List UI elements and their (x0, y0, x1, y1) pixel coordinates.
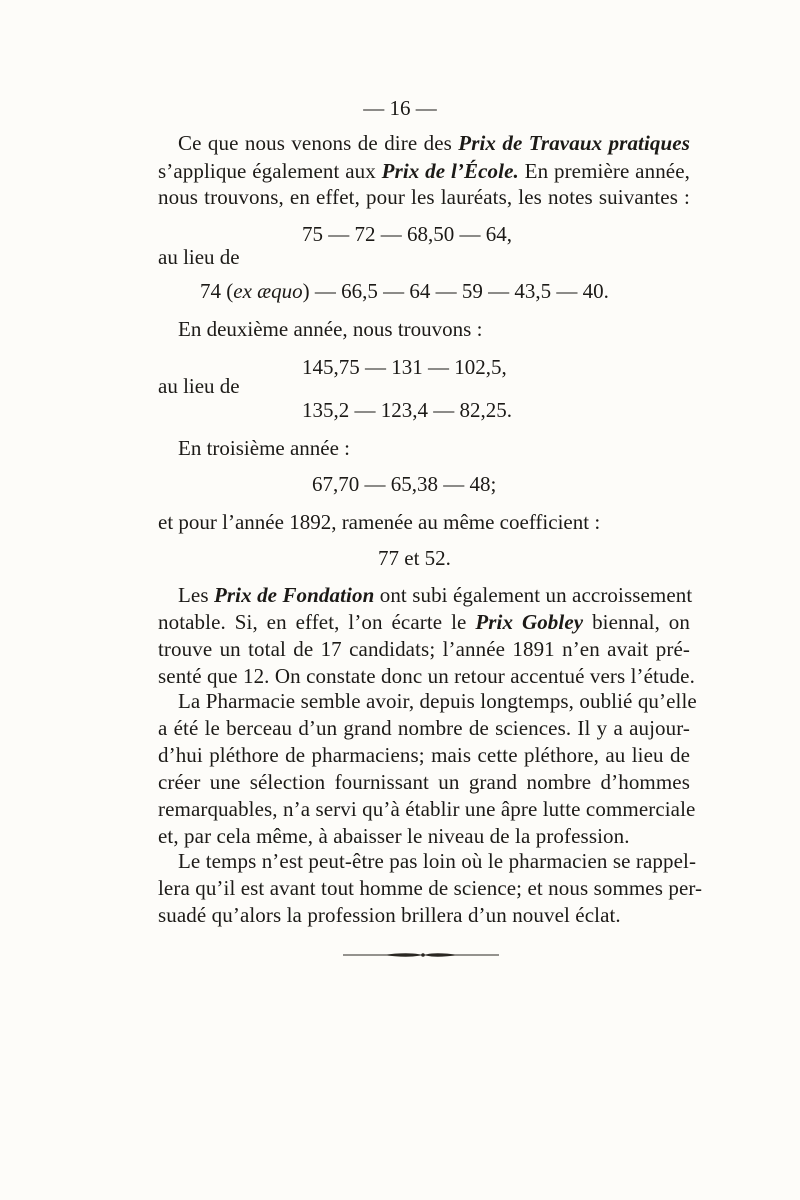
paragraph-7-line-1: Le temps n’est peut-être pas loin où le pharmacien se rappel- (178, 849, 697, 873)
paragraph-1-line-3: nous trouvons, en effet, pour les lauréats, les notes suivantes : (158, 185, 690, 209)
paragraph-4: et pour l’année 1892, ramenée au même coefficient : (158, 510, 601, 534)
italic-run: Prix Gobley (475, 610, 584, 634)
text-run: biennal, on (583, 610, 691, 634)
paragraph-5-line-4: senté que 12. On constate donc un retour accentué vers l’étude. (158, 664, 695, 688)
paragraph-1-line-1 (178, 130, 690, 156)
paragraph-7-line-2: lera qu’il est avant tout homme de science; et nous sommes per- (158, 876, 703, 900)
paragraph-6-line-6: et, par cela même, à abaisser le niveau de la profession. (158, 824, 630, 848)
text-run: Les (178, 583, 214, 607)
paragraph-6-line-1: La Pharmacie semble avoir, depuis longtemps, oublié qu’elle (178, 689, 697, 713)
paragraph-1-line-2 (158, 158, 690, 184)
italic-run: Prix de Fondation (213, 583, 375, 607)
paragraph-6-line-3: d’hui pléthore de pharmaciens; mais cette pléthore, au lieu de (158, 743, 690, 767)
paragraph-2: En deuxième année, nous trouvons : (178, 317, 483, 341)
figures-year1-row1: 75 — 72 — 68,50 — 64, (302, 222, 512, 246)
text-run: ont subi également un accroissement (374, 583, 693, 607)
italic-run: Prix de l’École. (381, 159, 519, 183)
italic-run: Prix de Travaux pratiques (458, 131, 690, 155)
text-run: ) — 66,5 — 64 — 59 — 43,5 — 40. (302, 279, 609, 303)
au-lieu-de-label-1: au lieu de (158, 245, 240, 269)
figures-year1-row2 (200, 278, 609, 304)
ornamental-rule (343, 950, 499, 960)
au-lieu-de-label-2: au lieu de (158, 374, 240, 398)
figures-year2-row2: 135,2 — 123,4 — 82,25. (302, 398, 512, 422)
text-run: notable. Si, en effet, l’on écarte le (158, 610, 476, 634)
figures-year3-row1: 67,70 — 65,38 — 48; (312, 472, 497, 496)
italic-run: ex æquo (233, 279, 303, 303)
text-run: 74 ( (200, 279, 234, 303)
text-run: s’applique également aux (158, 159, 382, 183)
paragraph-6-line-4: créer une sélection fournissant un grand nombre d’hommes (158, 770, 690, 794)
text-run: En première année, (518, 159, 690, 183)
paragraph-7-line-3: suadé qu’alors la profession brillera d’un nouvel éclat. (158, 903, 621, 927)
paragraph-6-line-5: remarquables, n’a servi qu’à établir une âpre lutte commerciale (158, 797, 696, 821)
paragraph-3: En troisième année : (178, 436, 351, 460)
text-run: Ce que nous venons de dire des (178, 131, 459, 155)
paragraph-6-line-2: a été le berceau d’un grand nombre de sciences. Il y a aujour- (158, 716, 690, 740)
figures-year2-row1: 145,75 — 131 — 102,5, (302, 355, 507, 379)
paragraph-5-line-1 (178, 582, 693, 608)
paragraph-5-line-2 (158, 609, 690, 635)
paragraph-5-line-3: trouve un total de 17 candidats; l’année 1891 n’en avait pré- (158, 637, 690, 661)
figures-1892: 77 et 52. (378, 546, 451, 570)
page-number: — 16 — (363, 96, 437, 120)
